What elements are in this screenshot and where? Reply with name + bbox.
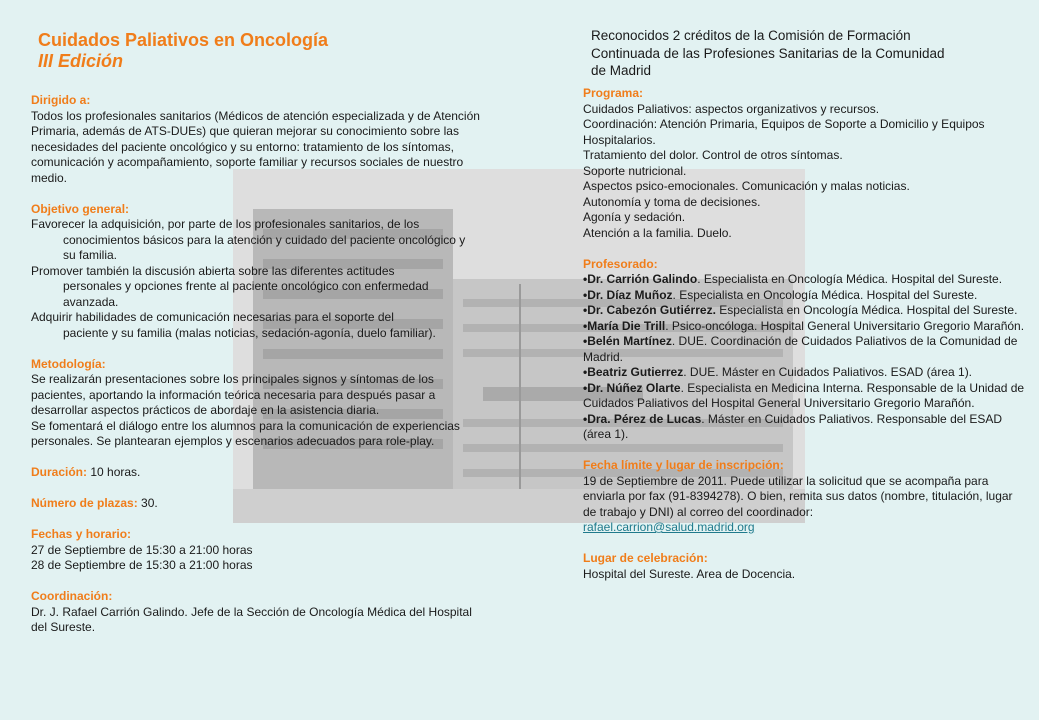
section-programa [583,86,1028,241]
section-heading: Programa: [583,86,644,100]
section-duracion [31,465,481,481]
program-item: Cuidados Paliativos: aspectos organizativos y recursos. [583,101,880,116]
section-heading: Número de plazas: [31,496,138,510]
teacher-item: •Dr. Núñez Olarte. Especialista en Medicina Interna. Responsable de la Unidad de Cuidados Paliativos del Hospital General Universitario Gregorio Marañón. [583,380,1025,410]
section-heading: Duración: [31,465,88,479]
section-text: Se fomentará el diálogo entre los alumnos para la comunicación de experiencias personales. Se plantearan ejemplos y escenarios adecuados para role-play. [31,418,460,448]
course-name: Cuidados Paliativos en Oncología [38,30,329,50]
course-edition: III Edición [38,51,124,71]
schedule-line: 27 de Septiembre de 15:30 a 21:00 horas [31,542,253,557]
left-column [31,93,481,651]
teacher-item: •Dr. Cabezón Gutiérrez. Especialista en Oncología Médica. Hospital del Sureste. [583,303,1018,317]
section-metodologia [31,357,481,450]
course-title [38,30,328,72]
section-plazas [31,496,481,512]
section-heading: Profesorado: [583,256,658,271]
credits-note: Reconocidos 2 créditos de la Comisión de Formación Continuada de las Profesiones Sanitarias de la Comunidad de Madrid [591,28,945,78]
program-item: Agonía y sedación. [583,210,686,224]
program-item: Tratamiento del dolor. Control de otros síntomas. [583,148,843,162]
objective-item: Adquirir habilidades de comunicación necesarias para el soporte del paciente y su familia (malas noticias, sedación-agonía, duelo familiar). [31,310,436,340]
coordinator-email-link[interactable]: rafael.carrion@salud.madrid.org [583,520,755,534]
section-heading: Fechas y horario: [31,527,132,541]
section-objetivo [31,202,481,342]
duration-value: 10 horas. [90,465,141,479]
program-item: Aspectos psico-emocionales. Comunicación y malas noticias. [583,179,910,193]
section-heading: Fecha límite y lugar de inscripción: [583,458,784,472]
section-text: Se realizarán presentaciones sobre los principales signos y síntomas de los pacientes, aportando la información teórica necesaria para después pasar a desarrollar aspectos prácticos de abordaje en la asistencia diaria. [31,372,436,417]
seats-value: 30. [141,496,158,510]
section-text: 19 de Septiembre de 2011. Puede utilizar la solicitud que se acompaña para enviarla por fax (91-8394278). O bien, remita sus datos (nombre, titulación, lugar de trabajo y DNI) al correo del coordinador: [583,473,1013,519]
program-item: Soporte nutricional. [583,163,687,178]
section-text: Dr. J. Rafael Carrión Galindo. Jefe de la Sección de Oncología Médica del Hospital del Sureste. [31,604,472,634]
section-fechas [31,527,481,574]
teacher-item: •Dr. Díaz Muñoz. Especialista en Oncología Médica. Hospital del Sureste. [583,287,978,302]
section-inscripcion [583,458,1028,536]
section-lugar [583,551,1028,582]
program-item: Atención a la familia. Duelo. [583,225,732,240]
section-heading: Dirigido a: [31,93,91,107]
program-item: Autonomía y toma de decisiones. [583,194,761,209]
section-heading: Objetivo general: [31,201,130,216]
teacher-item: •Dra. Pérez de Lucas. Máster en Cuidados Paliativos. Responsable del ESAD (área 1). [583,411,1003,441]
teacher-item: •María Die Trill. Psico-oncóloga. Hospital General Universitario Gregorio Marañón. [583,318,1025,333]
right-column [583,86,1028,598]
section-heading: Lugar de celebración: [583,551,708,565]
section-profesorado [583,257,1028,443]
teacher-item: •Belén Martínez. DUE. Coordinación de Cuidados Paliativos de la Comunidad de Madrid. [583,334,1018,364]
section-text: Hospital del Sureste. Area de Docencia. [583,566,796,581]
schedule-line: 28 de Septiembre de 15:30 a 21:00 horas [31,558,253,572]
teacher-item: •Beatriz Gutierrez. DUE. Máster en Cuidados Paliativos. ESAD (área 1). [583,365,973,379]
section-dirigido [31,93,481,186]
section-heading: Metodología: [31,356,106,371]
section-heading: Coordinación: [31,589,113,603]
teacher-item: •Dr. Carrión Galindo. Especialista en Oncología Médica. Hospital del Sureste. [583,272,1003,286]
objective-item: Promover también la discusión abierta sobre las diferentes actitudes personales y opciones frente al paciente oncológico con enfermedad avanzada. [31,263,429,309]
program-item: Coordinación: Atención Primaria, Equipos de Soporte a Domicilio y Equipos Hospitalarios. [583,117,985,147]
section-text: Todos los profesionales sanitarios (Médicos de atención especializada y de Atención Primaria, además de ATS-DUEs) que quieran mejorar su conocimiento sobre las necesidades del paciente oncológico y su entorno: tratamiento de los síntomas, comunicación y acompañamiento, soporte familiar y recursos sociales de nuestro medio. [31,108,480,185]
section-coordinacion [31,589,481,636]
objective-item: Favorecer la adquisición, por parte de los profesionales sanitarios, de los conocimientos básicos para la atención y cuidado del paciente oncológico y su familia. [31,217,466,262]
